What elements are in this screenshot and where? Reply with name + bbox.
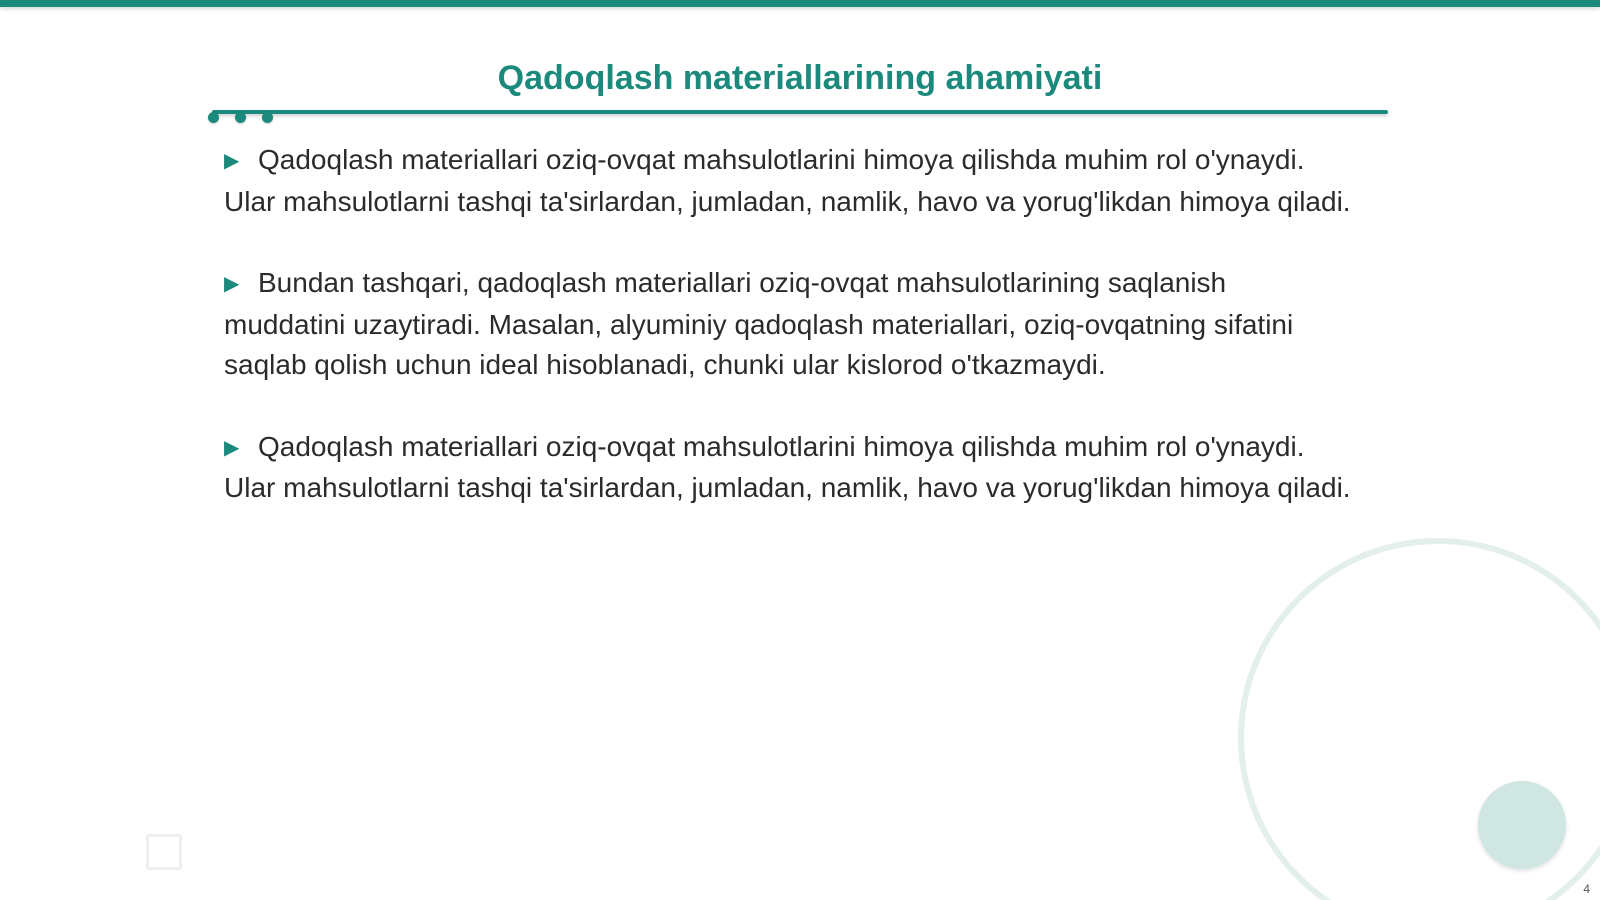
underline-dot: [262, 112, 273, 123]
triangle-right-icon: ▶: [224, 436, 240, 459]
page-number: 4: [1583, 882, 1590, 896]
bullet-text: Qadoqlash materiallari oziq-ovqat mahsulotlarini himoya qilishda muhim rol o'ynaydi. Ular mahsulotlarni tashqi ta'sirlardan, jumladan, namlik, havo va yorug'likdan himoya qiladi.: [224, 144, 1351, 217]
bullet-list: [224, 140, 1354, 550]
underline-dot: [208, 112, 219, 123]
decorative-square: [146, 834, 182, 870]
bullet-item: [224, 427, 1354, 509]
bullet-item: [224, 140, 1354, 222]
bullet-text: Qadoqlash materiallari oziq-ovqat mahsulotlarini himoya qilishda muhim rol o'ynaydi. Ular mahsulotlarni tashqi ta'sirlardan, jumladan, namlik, havo va yorug'likdan himoya qiladi.: [224, 430, 1351, 503]
bullet-item: [224, 263, 1354, 386]
triangle-right-icon: ▶: [224, 150, 240, 172]
bullet-text: Bundan tashqari, qadoqlash materiallari oziq-ovqat mahsulotlarining saqlanish muddatini uzaytiradi. Masalan, alyuminiy qadoqlash materiallari, oziq-ovqatning sifatini saqlab qolish uchun ideal hisoblanadi, chunki ular kislorod o'tkazmaydi.: [224, 267, 1294, 380]
underline-dot: [235, 112, 246, 123]
top-accent-bar: [0, 0, 1600, 7]
triangle-right-icon: ▶: [224, 273, 240, 295]
decorative-circle: [1478, 781, 1566, 869]
title-underline: [212, 110, 1388, 114]
slide-title: Qadoqlash materiallarining ahamiyati: [497, 59, 1103, 97]
